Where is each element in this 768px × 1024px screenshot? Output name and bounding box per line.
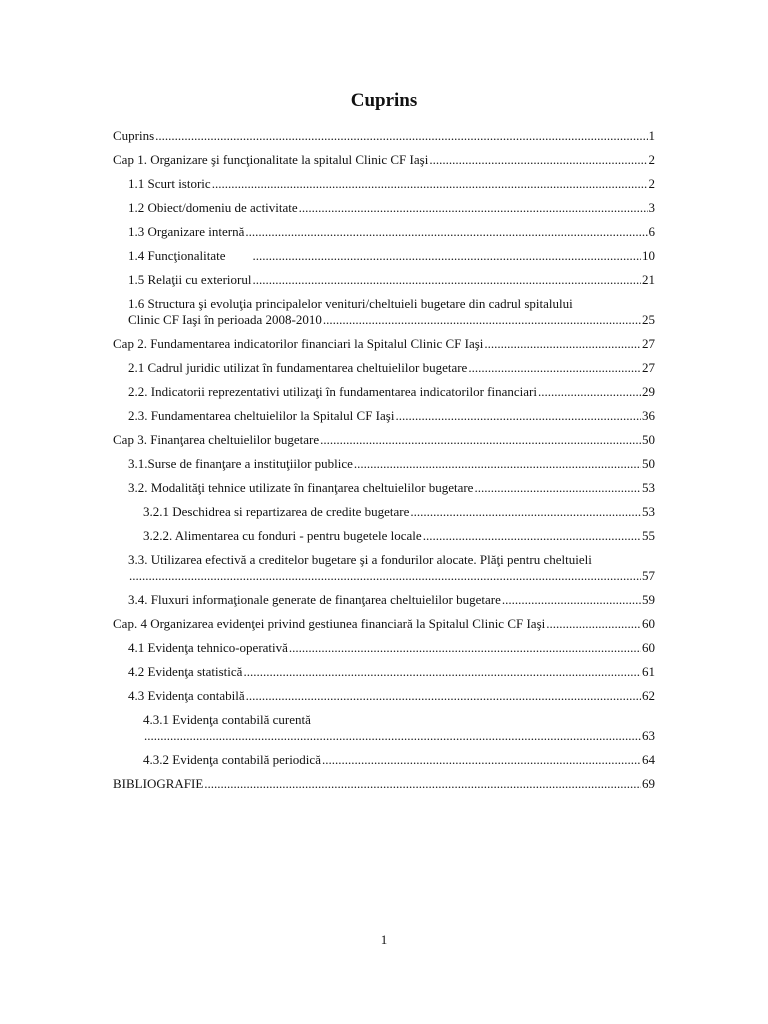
dot-leader xyxy=(410,504,641,520)
toc-label: Cap. 4 Organizarea evidenţei privind gestiunea financiară la Spitalul Clinic CF Iaşi xyxy=(113,616,546,631)
dot-leader xyxy=(155,128,647,144)
toc-page-number: 27 xyxy=(642,360,655,375)
toc-label: 4.2 Evidenţa statistică xyxy=(128,664,243,679)
toc-page-number: 63 xyxy=(642,728,655,743)
toc-page-number: 60 xyxy=(642,640,655,655)
dot-leader xyxy=(246,688,641,704)
toc-label-line-2: Clinic CF Iaşi în perioada 2008-2010 xyxy=(128,312,322,327)
dot-leader xyxy=(212,176,648,192)
toc-entry-1-2[interactable] xyxy=(113,200,655,216)
toc-entry-2-1[interactable] xyxy=(113,360,655,376)
toc-label: 3.1.Surse de finanţare a instituţiilor publice xyxy=(128,456,353,471)
toc-entry-3-2[interactable] xyxy=(113,480,655,496)
dot-leader xyxy=(322,752,641,768)
toc-label: 2.2. Indicatorii reprezentativi utilizaţi în fundamentarea indicatorilor financiari xyxy=(128,384,537,399)
toc-entry-3-2-1[interactable] xyxy=(113,504,655,520)
toc-label-line-1: 4.3.1 Evidenţa contabilă curentă xyxy=(143,712,311,727)
toc-label: 3.2. Modalităţi tehnice utilizate în finanţarea cheltuielilor bugetare xyxy=(128,480,474,495)
toc-label: 4.1 Evidenţa tehnico-operativă xyxy=(128,640,288,655)
dot-leader xyxy=(468,360,641,376)
toc-entry-cap-3[interactable] xyxy=(113,432,655,448)
toc-page-number: 25 xyxy=(642,312,655,327)
dot-leader xyxy=(484,336,641,352)
dot-leader xyxy=(289,640,641,656)
toc-page-number: 21 xyxy=(642,272,655,287)
toc-page-number: 55 xyxy=(642,528,655,543)
toc-label: Cap 1. Organizare şi funcţionalitate la spitalul Clinic CF Iaşi xyxy=(113,152,429,167)
toc-entry-3-2-2[interactable] xyxy=(113,528,655,544)
toc-entry-1-5[interactable] xyxy=(113,272,655,288)
toc-page-number: 36 xyxy=(642,408,655,423)
dot-leader xyxy=(354,456,641,472)
toc-entry-3-4[interactable] xyxy=(113,592,655,608)
dot-leader xyxy=(546,616,641,632)
toc-entry-1-6[interactable] xyxy=(113,296,655,328)
toc-label: 2.1 Cadrul juridic utilizat în fundamentarea cheltuielilor bugetare xyxy=(128,360,468,375)
toc-label-line-1: 1.6 Structura şi evoluţia principalelor venituri/cheltuieli bugetare din cadrul spitalului xyxy=(128,296,573,311)
toc-page-number: 62 xyxy=(642,688,655,703)
toc-entry-3-3[interactable] xyxy=(113,552,655,584)
toc-page-number: 2 xyxy=(648,152,655,167)
toc-entry-4-2[interactable] xyxy=(113,664,655,680)
dot-leader xyxy=(243,664,641,680)
toc-label: Cuprins xyxy=(113,128,155,143)
toc-label: 1.1 Scurt istoric xyxy=(128,176,211,191)
toc-page-number: 59 xyxy=(642,592,655,607)
toc-label: 4.3 Evidenţa contabilă xyxy=(128,688,245,703)
toc-label: BIBLIOGRAFIE xyxy=(113,776,204,791)
toc-page-number: 29 xyxy=(642,384,655,399)
toc-page-number: 53 xyxy=(642,480,655,495)
toc-page-number: 61 xyxy=(642,664,655,679)
toc-entry-3-1[interactable] xyxy=(113,456,655,472)
table-of-contents xyxy=(113,128,655,800)
toc-label: 3.4. Fluxuri informaţionale generate de finanţarea cheltuielilor bugetare xyxy=(128,592,501,607)
toc-entry-bibliografie[interactable] xyxy=(113,776,655,792)
toc-label: Cap 3. Finanţarea cheltuielilor bugetare xyxy=(113,432,320,447)
toc-page-number: 27 xyxy=(642,336,655,351)
dot-leader xyxy=(323,312,641,328)
page-number-footer: 1 xyxy=(380,932,388,947)
toc-entry-1-1[interactable] xyxy=(113,176,655,192)
dot-leader xyxy=(423,528,641,544)
dot-leader xyxy=(320,432,641,448)
toc-page-number: 2 xyxy=(648,176,655,191)
page-title: Cuprins xyxy=(350,90,418,111)
toc-entry-4-3-2[interactable] xyxy=(113,752,655,768)
dot-leader xyxy=(204,776,641,792)
toc-entry-1-3[interactable] xyxy=(113,224,655,240)
toc-entry-4-3-1[interactable] xyxy=(113,712,655,744)
toc-label: Cap 2. Fundamentarea indicatorilor financiari la Spitalul Clinic CF Iaşi xyxy=(113,336,484,351)
dot-leader xyxy=(429,152,647,168)
toc-entry-cap-4[interactable] xyxy=(113,616,655,632)
toc-page-number: 3 xyxy=(648,200,655,215)
toc-page-number: 1 xyxy=(648,128,655,143)
dot-leader xyxy=(144,728,641,744)
toc-entry-cap-1[interactable] xyxy=(113,152,655,168)
toc-page-number: 69 xyxy=(642,776,655,791)
toc-label: 1.3 Organizare internă xyxy=(128,224,245,239)
dot-leader xyxy=(252,272,641,288)
toc-entry-cuprins[interactable] xyxy=(113,128,655,144)
dot-leader xyxy=(538,384,641,400)
toc-label: 3.2.1 Deschidrea si repartizarea de credite bugetare xyxy=(143,504,410,519)
dot-leader xyxy=(299,200,648,216)
toc-page-number: 10 xyxy=(642,248,655,263)
toc-label-line-1: 3.3. Utilizarea efectivă a creditelor bugetare şi a fondurilor alocate. Plăţi pentru cheltuieli xyxy=(128,552,592,567)
toc-entry-4-1[interactable] xyxy=(113,640,655,656)
toc-label: 1.2 Obiect/domeniu de activitate xyxy=(128,200,298,215)
toc-entry-2-3[interactable] xyxy=(113,408,655,424)
toc-entry-4-3[interactable] xyxy=(113,688,655,704)
toc-entry-1-4[interactable] xyxy=(113,248,655,264)
dot-leader xyxy=(129,568,641,584)
toc-page-number: 53 xyxy=(642,504,655,519)
toc-page-number: 64 xyxy=(642,752,655,767)
dot-leader xyxy=(395,408,641,424)
toc-label: 1.5 Relaţii cu exteriorul xyxy=(128,272,252,287)
toc-label: 4.3.2 Evidenţa contabilă periodică xyxy=(143,752,321,767)
toc-label: 2.3. Fundamentarea cheltuielilor la Spitalul CF Iaşi xyxy=(128,408,395,423)
dot-leader xyxy=(474,480,641,496)
toc-page-number: 60 xyxy=(642,616,655,631)
toc-label: 1.4 Funcţionalitate xyxy=(128,248,226,263)
toc-page-number: 50 xyxy=(642,432,655,447)
toc-label: 3.2.2. Alimentarea cu fonduri - pentru bugetele locale xyxy=(143,528,422,543)
toc-page-number: 50 xyxy=(642,456,655,471)
toc-page-number: 57 xyxy=(642,568,655,583)
toc-entry-2-2[interactable] xyxy=(113,384,655,400)
dot-leader xyxy=(502,592,641,608)
dot-leader xyxy=(252,248,641,264)
toc-page-number: 6 xyxy=(648,224,655,239)
dot-leader xyxy=(245,224,647,240)
toc-entry-cap-2[interactable] xyxy=(113,336,655,352)
